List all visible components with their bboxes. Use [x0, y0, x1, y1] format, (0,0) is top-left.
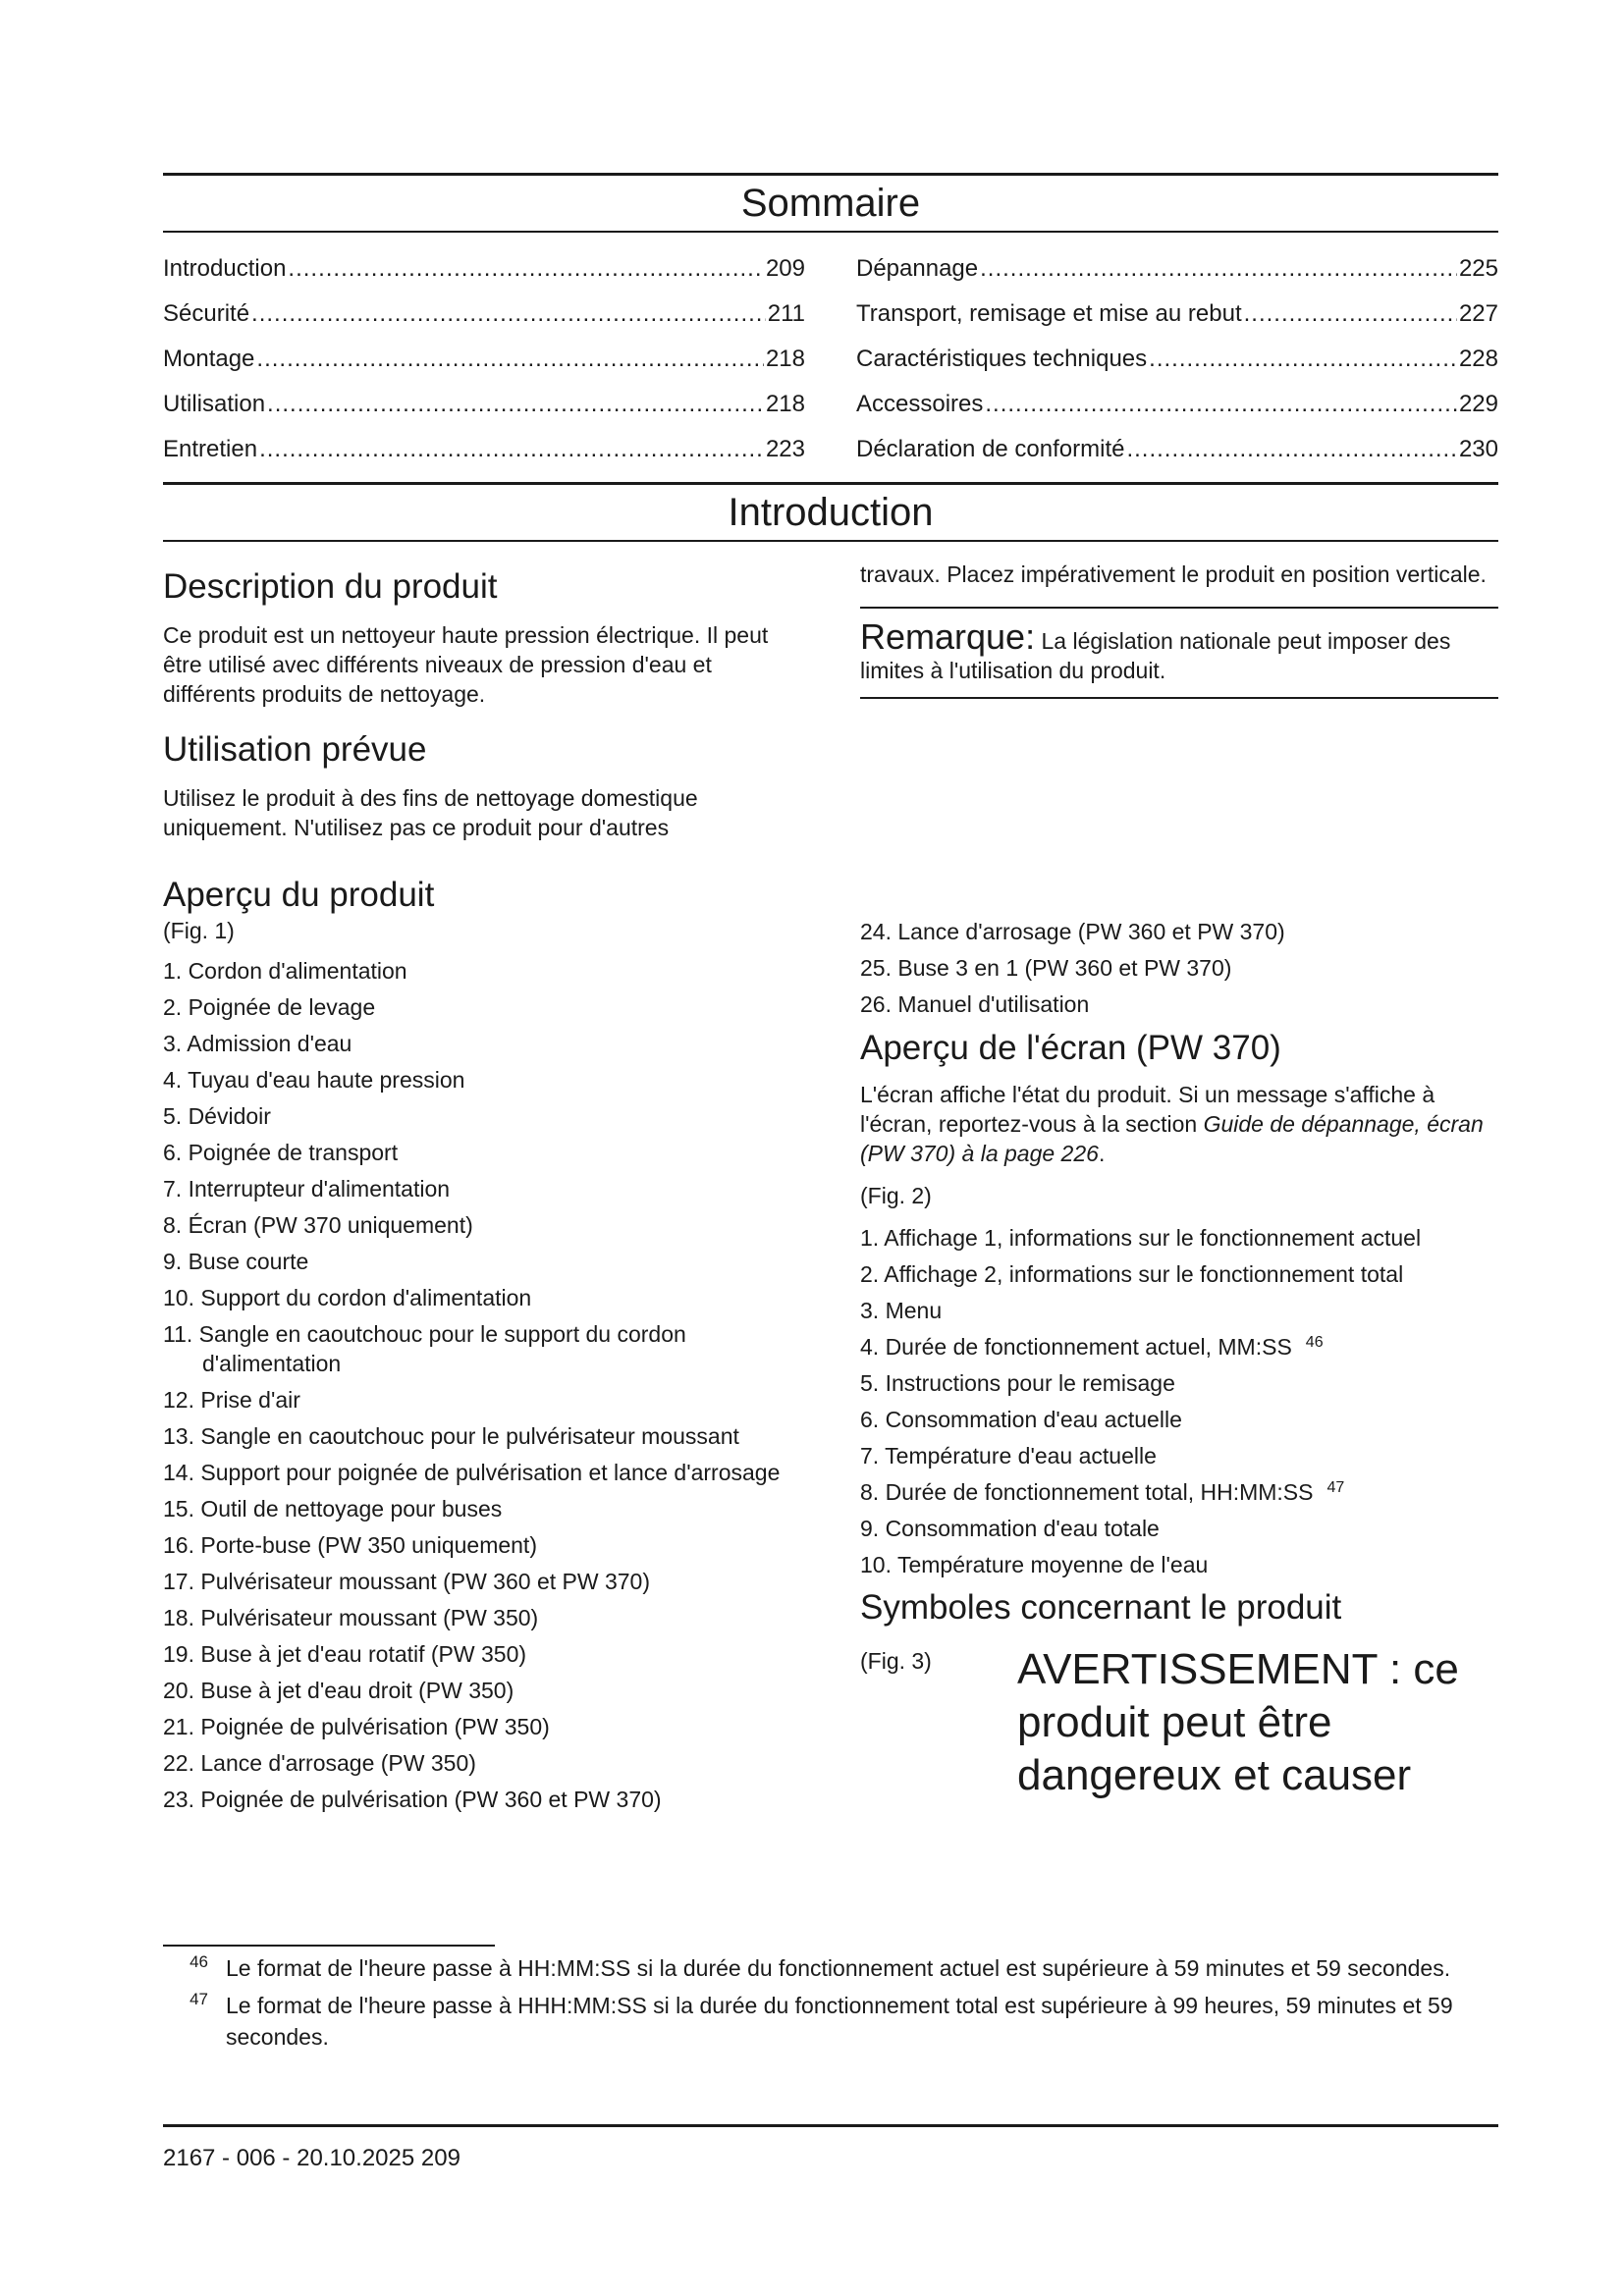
page-content — [163, 173, 1498, 1821]
list-item: 5. Dévidoir — [163, 1103, 271, 1129]
list-item: 21. Poignée de pulvérisation (PW 350) — [163, 1714, 550, 1739]
symbols-block — [860, 1643, 1498, 1802]
list-item: 7. Température d'eau actuelle — [860, 1443, 1157, 1468]
list-item: 2. Affichage 2, informations sur le fonctionnement total — [860, 1261, 1404, 1287]
toc-entry-label: Utilisation — [163, 391, 266, 417]
note-box — [860, 607, 1498, 699]
list-item: 12. Prise d'air — [163, 1387, 300, 1413]
screen-text: L'écran affiche l'état du produit. Si un message s'affiche à l'écran, reportez-vous à la section Guide de dépannage, écran (PW 370) à la page 226. — [860, 1082, 1484, 1166]
list-item: 8. Écran (PW 370 uniquement) — [163, 1212, 473, 1238]
footnote-text: Le format de l'heure passe à HH:MM:SS si la durée du fonctionnement actuel est supérieure à 59 minutes et 59 secondes. — [226, 1955, 1451, 1981]
troubleshooting-link[interactable]: Guide de dépannage, écran (PW 370) à la page 226 — [860, 1111, 1484, 1166]
screen-heading: Aperçu de l'écran (PW 370) — [860, 1029, 1281, 1067]
footer-text: 2167 - 006 - 20.10.2025 209 — [163, 2145, 460, 2171]
list-item: 9. Buse courte — [163, 1249, 309, 1274]
footnote-reference[interactable]: 46 — [1305, 1334, 1324, 1351]
footnote-reference[interactable]: 47 — [1326, 1479, 1345, 1496]
description-heading: Description du produit — [163, 567, 498, 606]
footnote-number: 47 — [189, 1990, 208, 2008]
list-item: 25. Buse 3 en 1 (PW 360 et PW 370) — [860, 955, 1232, 981]
overview-list-continued — [860, 917, 1498, 1019]
toc-entry[interactable] — [856, 292, 1498, 337]
overview-right-column — [860, 874, 1498, 1821]
toc-entry-label: Déclaration de conformité — [856, 436, 1125, 462]
list-item: 1. Affichage 1, informations sur le fonctionnement actuel — [860, 1225, 1422, 1251]
toc-entry-label: Dépannage — [856, 255, 979, 282]
list-item: 10. Support du cordon d'alimentation — [163, 1285, 532, 1310]
list-item: 11. Sangle en caoutchouc pour le support du cordon d'alimentation — [163, 1321, 686, 1376]
screen-list — [860, 1223, 1498, 1579]
divider — [163, 2124, 1498, 2127]
list-item: 13. Sangle en caoutchouc pour le pulvérisateur moussant — [163, 1423, 739, 1449]
note-label: Remarque: — [860, 616, 1036, 657]
table-of-contents — [163, 233, 1498, 482]
toc-right-column — [856, 246, 1498, 472]
list-item: 17. Pulvérisateur moussant (PW 360 et PW 370) — [163, 1569, 650, 1594]
toc-entry-page: 228 — [1458, 346, 1498, 372]
toc-entry-page: 209 — [765, 255, 805, 282]
list-item: 10. Température moyenne de l'eau — [860, 1552, 1209, 1577]
toc-entry-label: Montage — [163, 346, 255, 372]
list-item: 3. Admission d'eau — [163, 1031, 352, 1056]
toc-entry-label: Accessoires — [856, 391, 984, 417]
toc-entry[interactable] — [163, 337, 805, 382]
overview-left-column — [163, 874, 801, 1821]
footnote-text: Le format de l'heure passe à HHH:MM:SS si la durée du fonctionnement total est supérieure à 99 heures, 59 minutes et 59 secondes. — [226, 1993, 1453, 2050]
toc-entry[interactable] — [163, 292, 805, 337]
list-item: 6. Consommation d'eau actuelle — [860, 1407, 1182, 1432]
list-item: 4. Tuyau d'eau haute pression — [163, 1067, 465, 1093]
toc-entry[interactable] — [856, 337, 1498, 382]
overview-columns — [163, 874, 1498, 1821]
toc-entry-label: Introduction — [163, 255, 287, 282]
toc-entry-page: 223 — [765, 436, 805, 462]
list-item: 2. Poignée de levage — [163, 994, 376, 1020]
toc-entry[interactable] — [163, 382, 805, 427]
use-heading: Utilisation prévue — [163, 730, 427, 769]
divider — [163, 540, 1498, 542]
toc-entry-page: 218 — [765, 391, 805, 417]
description-text: Ce produit est un nettoyeur haute pression électrique. Il peut être utilisé avec différents niveaux de pression d'eau et différents produits de nettoyage. — [163, 622, 769, 707]
toc-entry-page: 230 — [1458, 436, 1498, 462]
list-item: 14. Support pour poignée de pulvérisation et lance d'arrosage — [163, 1460, 781, 1485]
introduction-title: Introduction — [728, 491, 934, 534]
toc-entry[interactable] — [856, 382, 1498, 427]
list-item: 26. Manuel d'utilisation — [860, 991, 1090, 1017]
figure-reference: (Fig. 3) — [860, 1648, 932, 1674]
list-item: 9. Consommation d'eau totale — [860, 1516, 1160, 1541]
list-item: 3. Menu — [860, 1298, 943, 1323]
list-item: 5. Instructions pour le remisage — [860, 1370, 1175, 1396]
intro-columns — [163, 560, 1498, 842]
toc-entry-label: Entretien — [163, 436, 258, 462]
list-item: 24. Lance d'arrosage (PW 360 et PW 370) — [860, 919, 1285, 944]
use-text: Utilisez le produit à des fins de nettoyage domestique uniquement. N'utilisez pas ce produit pour d'autres — [163, 785, 698, 840]
list-item: 20. Buse à jet d'eau droit (PW 350) — [163, 1678, 514, 1703]
toc-entry[interactable] — [856, 246, 1498, 292]
toc-entry-page: 225 — [1458, 255, 1498, 282]
toc-entry-label: Transport, remisage et mise au rebut — [856, 300, 1242, 327]
overview-heading: Aperçu du produit — [163, 876, 435, 914]
toc-entry-page: 227 — [1458, 300, 1498, 327]
toc-entry[interactable] — [163, 427, 805, 472]
warning-text: AVERTISSEMENT : ce produit peut être dangereux et causer — [1017, 1645, 1459, 1799]
list-item: 19. Buse à jet d'eau rotatif (PW 350) — [163, 1641, 527, 1667]
list-item: 16. Porte-buse (PW 350 uniquement) — [163, 1532, 537, 1558]
use-text-continued: travaux. Placez impérativement le produit en position verticale. — [860, 561, 1487, 587]
toc-entry-label: Caractéristiques techniques — [856, 346, 1148, 372]
footnote — [163, 1990, 1498, 2053]
footnote-number: 46 — [189, 1952, 208, 1971]
list-item: 4. Durée de fonctionnement actuel, MM:SS $^{46}$ — [860, 1334, 1324, 1360]
list-item: 15. Outil de nettoyage pour buses — [163, 1496, 503, 1522]
note-text: La législation nationale peut imposer des limites à l'utilisation du produit. — [860, 628, 1451, 683]
list-item: 1. Cordon d'alimentation — [163, 958, 407, 984]
toc-entry[interactable] — [856, 427, 1498, 472]
list-item: 8. Durée de fonctionnement total, HH:MM:SS $^{47}$ — [860, 1479, 1345, 1505]
list-item: 18. Pulvérisateur moussant (PW 350) — [163, 1605, 539, 1630]
intro-right-column — [860, 560, 1498, 842]
toc-entry[interactable] — [163, 246, 805, 292]
toc-title: Sommaire — [740, 182, 921, 225]
figure-reference: (Fig. 2) — [860, 1183, 932, 1208]
list-item: 22. Lance d'arrosage (PW 350) — [163, 1750, 476, 1776]
list-item: 23. Poignée de pulvérisation (PW 360 et PW 370) — [163, 1787, 662, 1812]
footnote — [163, 1952, 1498, 1984]
symbols-heading: Symboles concernant le produit — [860, 1588, 1342, 1627]
toc-entry-page: 218 — [765, 346, 805, 372]
list-item: 7. Interrupteur d'alimentation — [163, 1176, 451, 1201]
intro-left-column — [163, 560, 801, 842]
footnotes — [163, 1945, 1498, 2053]
toc-left-column — [163, 246, 805, 472]
footnote-divider — [163, 1945, 495, 1947]
toc-entry-page: 211 — [767, 300, 805, 327]
overview-list — [163, 956, 801, 1814]
toc-entry-label: Sécurité — [163, 300, 250, 327]
list-item: 6. Poignée de transport — [163, 1140, 399, 1165]
page-footer — [163, 2124, 1498, 2172]
figure-reference: (Fig. 1) — [163, 918, 235, 943]
toc-entry-page: 229 — [1458, 391, 1498, 417]
